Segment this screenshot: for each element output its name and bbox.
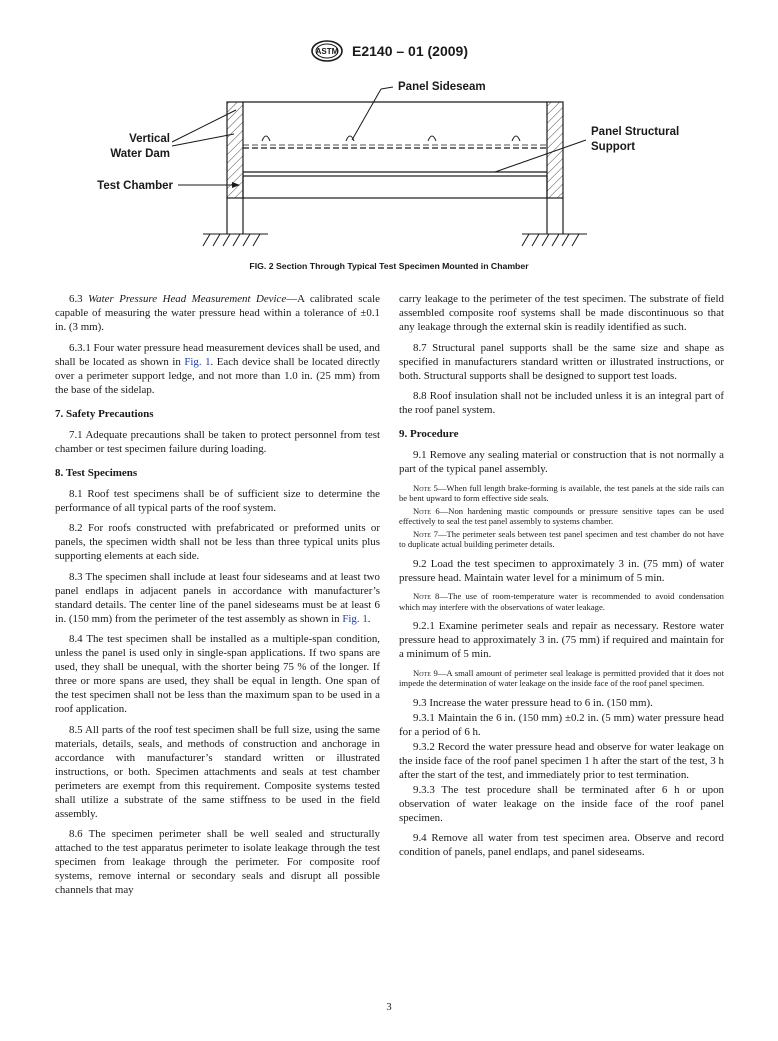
label-vertical-water-dam-1: Vertical bbox=[129, 133, 170, 145]
astm-logo-icon bbox=[310, 40, 344, 62]
para-9-2-1: 9.2.1 Examine perimeter seals and repair as necessary. Restore water pressure head to approximately 3 in. (75 mm) if required and maintain for a minimum of 5 min. bbox=[399, 620, 724, 660]
left-column bbox=[55, 292, 380, 904]
label-panel-sideseam: Panel Sideseam bbox=[398, 81, 486, 93]
para-8-1: 8.1 Roof test specimens shall be of sufficient size to determine the performance of all typical parts of the roof system. bbox=[55, 487, 380, 514]
heading-8: 8. Test Specimens bbox=[55, 466, 138, 479]
sideseam-1 bbox=[262, 136, 270, 141]
para-6-3: 6.3 Water Pressure Head Measurement Device—A calibrated scale capable of measuring the water pressure head within a tolerance of ±0.1 in. (3 mm). bbox=[55, 293, 380, 333]
sideseam-4 bbox=[512, 136, 520, 141]
label-panel-structural-1: Panel Structural bbox=[591, 126, 680, 138]
note-5: Note 5—When full length brake-forming is available, the test panels at the side rails can be bent upward to form effective side seals. bbox=[399, 482, 724, 503]
sideseam-3 bbox=[428, 136, 436, 141]
test-chamber-box bbox=[243, 176, 547, 198]
standard-designation: E2140 – 01 (2009) bbox=[352, 43, 468, 59]
para-8-7: 8.7 Structural panel supports shall be the same size and shape as specified in manufacturers standard written or illustrated instructions, or both. Structural supports shall be designed to support test loads. bbox=[399, 341, 724, 382]
para-9-3: 9.3 Increase the water pressure head to 6 in. (150 mm). bbox=[413, 696, 653, 709]
figure-diagram bbox=[0, 76, 778, 266]
heading-9: 9. Procedure bbox=[399, 428, 459, 440]
note-8: Note 8—The use of room-temperature water is recommended to avoid condensation which may interfere with the observations of water leakage. bbox=[399, 591, 724, 612]
label-panel-structural-2: Support bbox=[591, 141, 636, 153]
ground-left bbox=[203, 234, 268, 246]
heading-7: 7. Safety Precautions bbox=[55, 407, 154, 420]
note-6: Note 6—Non hardening mastic compounds or pressure sensitive tapes can be used effectively to seal the test panel assembly to systems chamber. bbox=[399, 505, 724, 526]
page-header bbox=[0, 40, 778, 62]
right-wall bbox=[547, 102, 563, 198]
para-8-4: 8.4 The test specimen shall be installed as a multiple-span condition, unless the panel is used only in single-span applications. If two spans are used, they shall be unequal, with the shorter being 75 % of the longer. If three or more spans are used, they shall be equal in length. One span of the test specimen shall not be less than the maximum span to be used in a roof application. bbox=[55, 633, 380, 715]
para-9-3-3: 9.3.3 The test procedure shall be terminated after 6 h or upon observation of water leakage on the inside face of the roof panel specimen. bbox=[399, 783, 724, 824]
para-9-3-2: 9.3.2 Record the water pressure head and observe for water leakage on the inside face of the roof panel specimen 1 h after the start of the test, 3 h after the start of the test, and immediately prior to test termination. bbox=[399, 740, 724, 781]
figure-caption: FIG. 2 Section Through Typical Test Specimen Mounted in Chamber bbox=[249, 261, 529, 271]
para-8-6-cont: carry leakage to the perimeter of the test specimen. The substrate of field assembled composite roof systems shall be made discontinuous so that any leakage through the external skin is readily identified as such. bbox=[399, 293, 724, 333]
para-8-8: 8.8 Roof insulation shall not be included unless it is an integral part of the roof panel system. bbox=[399, 390, 724, 416]
para-8-5: 8.5 All parts of the roof test specimen shall be full size, using the same materials, details, seals, and methods of construction and anchorage in accordance with manufacturer’s standard written or illustrated instructions, or both. Specimen attachments and seals at test chamber perimeters are exempt from this requirement. Composite systems tested shall utilize a substrate of the same stiffness to be used in the field assembly. bbox=[55, 723, 380, 820]
fig1-link[interactable]: Fig. 1 bbox=[184, 355, 211, 368]
para-9-1: 9.1 Remove any sealing material or construction that is not normally a part of the typical panel assembly. bbox=[399, 449, 724, 475]
para-9-4: 9.4 Remove all water from test specimen area. Observe and record condition of panels, panel endlaps, and panel sideseams. bbox=[399, 832, 724, 858]
note-9: Note 9—A small amount of perimeter seal leakage is permitted provided that it does not impede the determination of water leakage on the inside face of the roof panel specimen. bbox=[399, 667, 724, 688]
ground-right bbox=[522, 234, 587, 246]
label-vertical-water-dam-2: Water Dam bbox=[110, 148, 170, 160]
para-9-3-1: 9.3.1 Maintain the 6 in. (150 mm) ±0.2 in. (5 mm) water pressure head for a period of 6 h. bbox=[399, 711, 724, 738]
page-number: 3 bbox=[386, 1002, 392, 1013]
label-test-chamber: Test Chamber bbox=[97, 180, 173, 192]
svg-text:ASTM: ASTM bbox=[315, 47, 339, 56]
right-column bbox=[399, 292, 724, 866]
fig1-link[interactable]: Fig. 1 bbox=[342, 612, 368, 625]
para-8-6: 8.6 The specimen perimeter shall be well sealed and structurally attached to the test apparatus perimeter to isolate leakage through the test specimen from leakage through the perimeter. For composite roof systems, remove internal or secondary seals and disrupt all possible channels that may bbox=[55, 828, 380, 896]
para-8-2: 8.2 For roofs constructed with prefabricated or preformed units or panels, the specimen width shall not be less than three typical units plus supporting elements at each side. bbox=[55, 522, 380, 562]
para-7-1: 7.1 Adequate precautions shall be taken to protect personnel from test chamber or test specimen failure during loading. bbox=[55, 428, 380, 455]
para-6-3-1: 6.3.1 Four water pressure head measurement devices shall be used, and shall be located as shown in Fig. 1. Each device shall be located directly over a perimeter support ledge, and not more than 1.0 in. (25 mm) from the base of the sidelap. bbox=[55, 341, 380, 396]
para-8-3: 8.3 The specimen shall include at least four sideseams and at least two panel endlaps in adjacent panels in accordance with manufacturer’s standard details. The center line of the panel sideseams must be at least 6 in. (150 mm) from the perimeter of the test assembly as shown in Fig. 1. bbox=[55, 570, 380, 625]
note-7: Note 7—The perimeter seals between test panel specimen and test chamber do not have to duplicate actual building perimeter details. bbox=[399, 528, 724, 549]
para-9-2: 9.2 Load the test specimen to approximately 3 in. (75 mm) of water pressure head. Maintain water level for a minimum of 5 min. bbox=[399, 557, 724, 584]
